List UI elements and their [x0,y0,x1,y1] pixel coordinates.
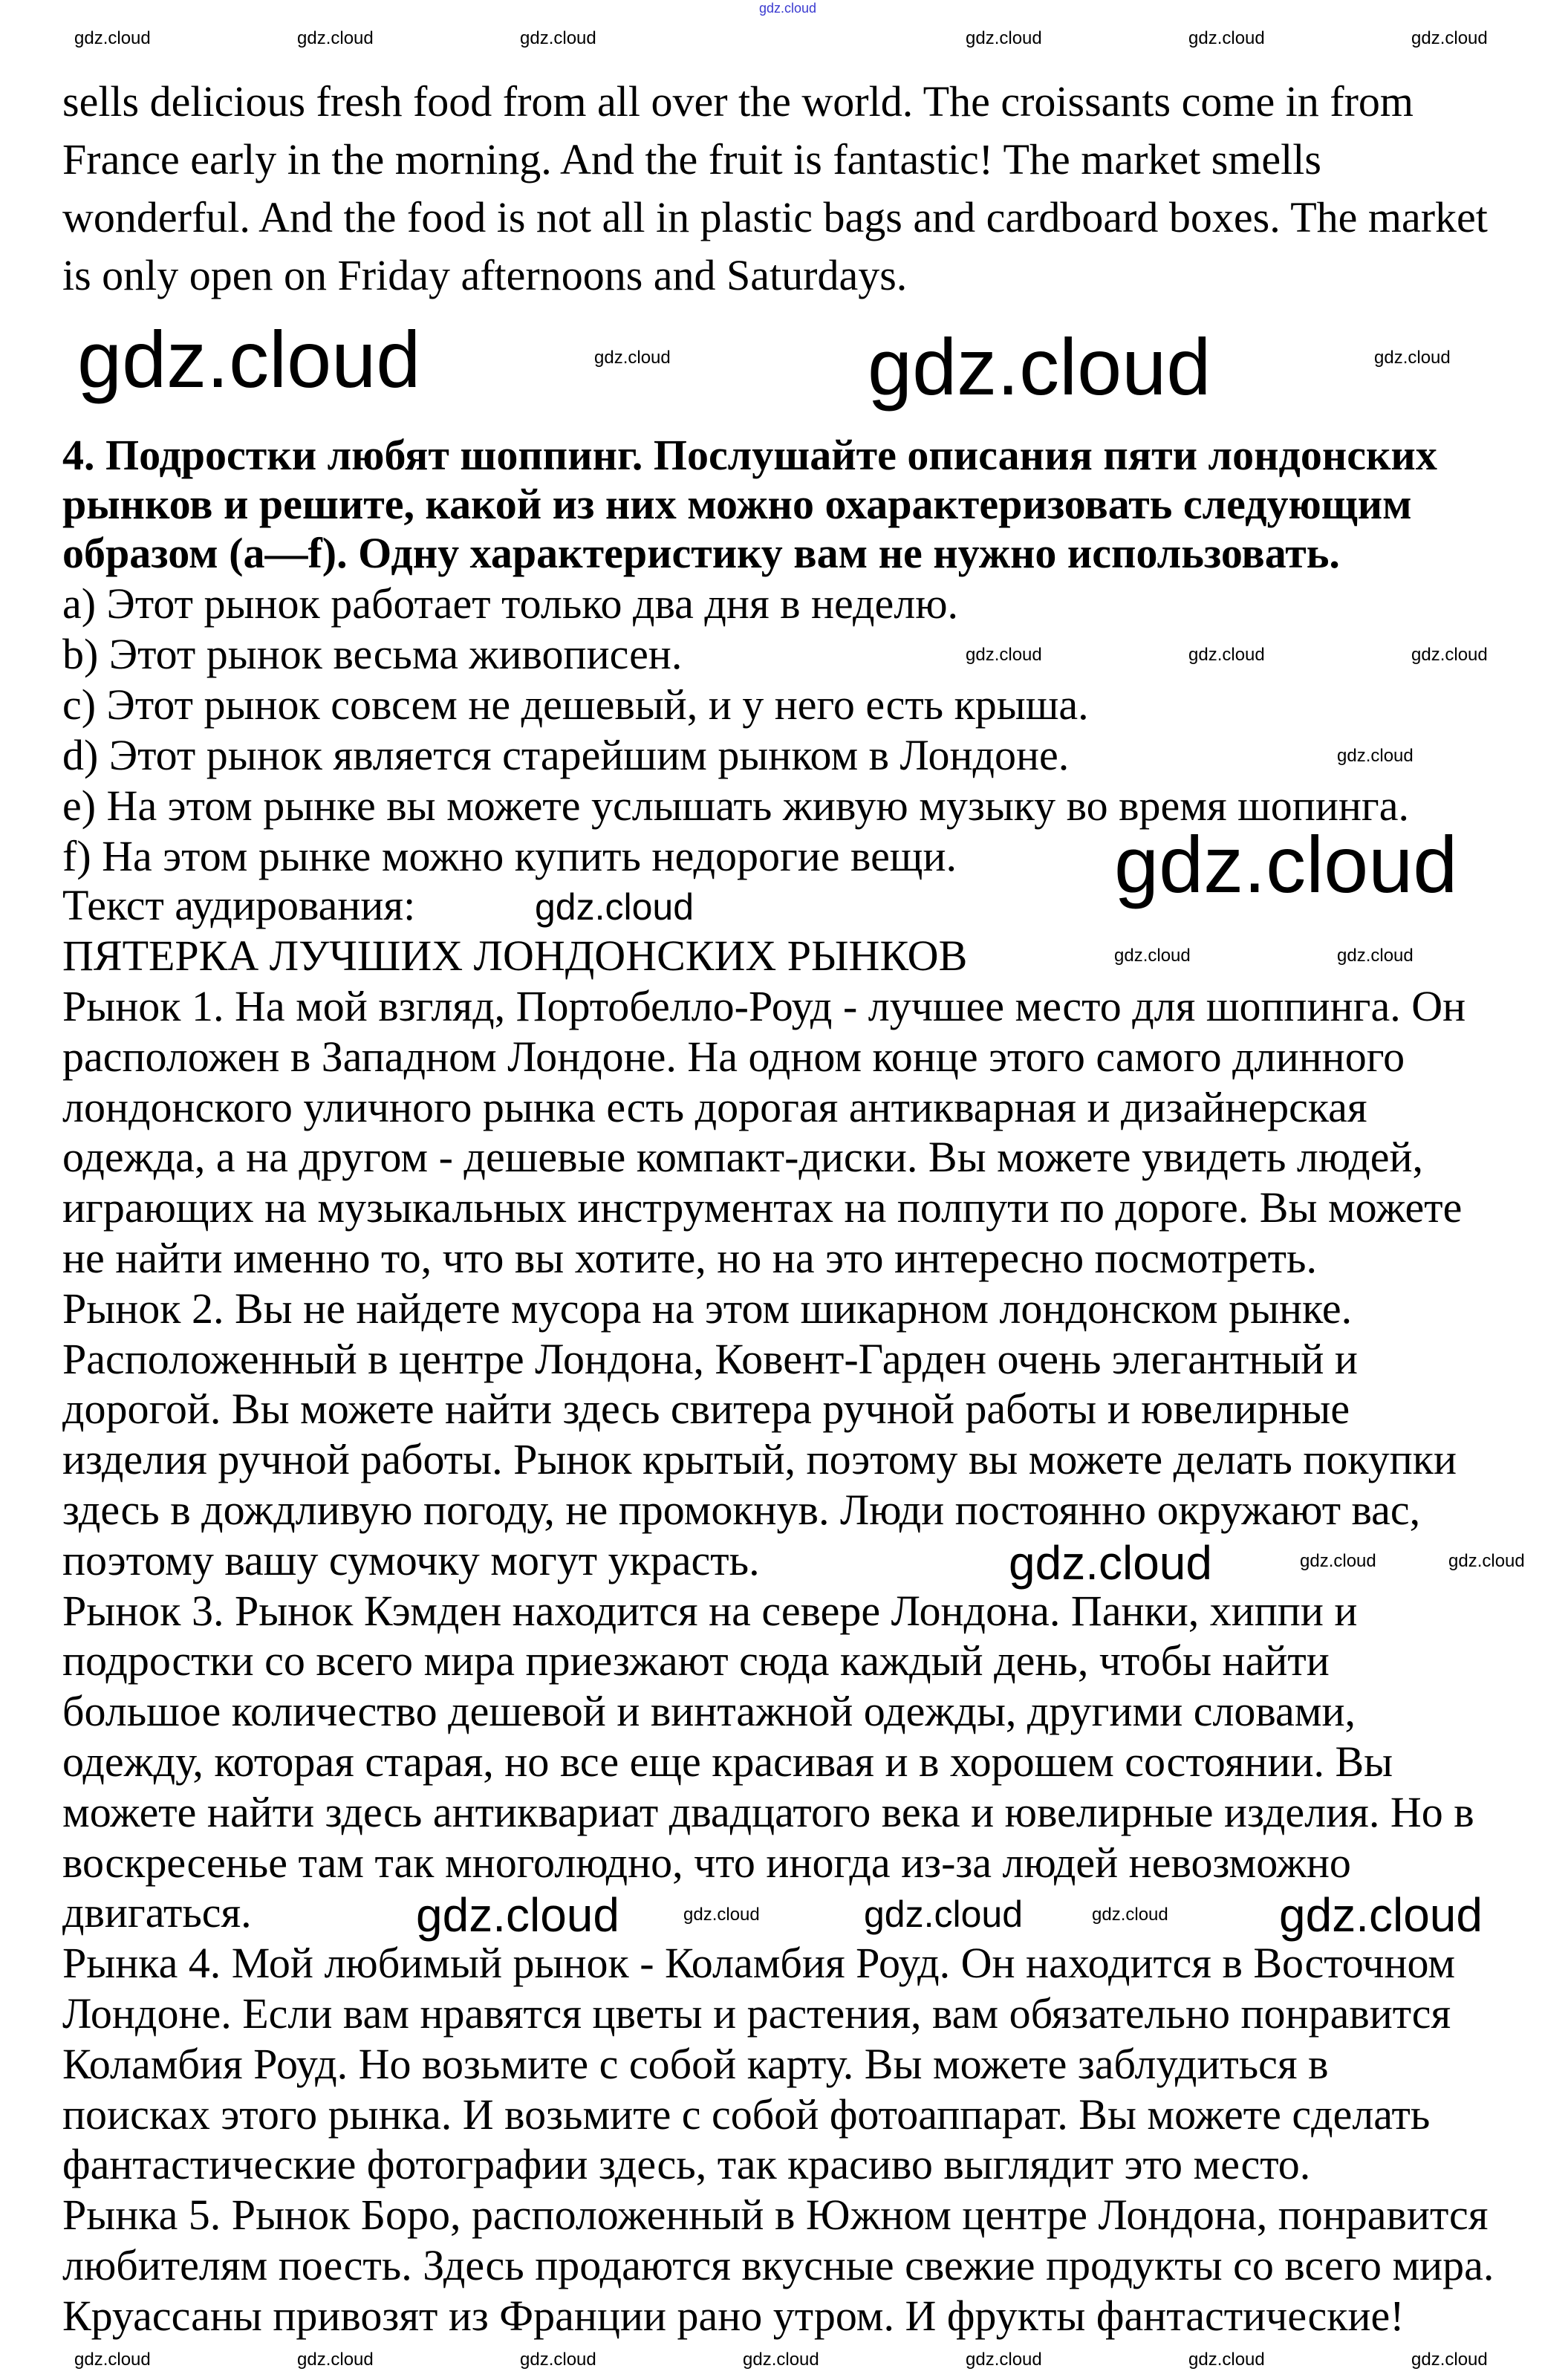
listening-title: ПЯТЕРКА ЛУЧШИХ ЛОНДОНСКИХ РЫНКОВ [62,931,968,980]
listening-text-line: можете найти здесь антиквариат двадцатого века и ювелирные изделия. Но в [62,1787,1474,1836]
task-heading-line: образом (a—f). Одну характеристику вам не нужно использовать. [62,529,1340,577]
watermark: gdz.cloud [1188,28,1265,48]
watermark: gdz.cloud [297,28,374,48]
watermark: gdz.cloud [594,348,671,368]
watermark: gdz.cloud [1009,1536,1212,1590]
watermark: gdz.cloud [1411,28,1488,48]
watermark: gdz.cloud [1411,645,1488,665]
listening-text-line: лондонского уличного рынка есть дорогая антикварная и дизайнерская [62,1082,1367,1131]
watermark: gdz.cloud [966,28,1042,48]
watermark: gdz.cloud [1337,746,1414,766]
watermark: gdz.cloud [966,645,1042,665]
watermark: gdz.cloud [520,28,596,48]
listening-text-line: Круассаны привозят из Франции рано утром. И фрукты фантастические! [62,2291,1405,2340]
watermark: gdz.cloud [1337,946,1414,966]
watermark: gdz.cloud [1279,1888,1483,1942]
listening-text-line: не найти именно то, что вы хотите, но на это интересно посмотреть. [62,1234,1317,1282]
paragraph-line: sells delicious fresh food from all over the world. The croissants come in from [62,77,1414,126]
option-c: c) Этот рынок совсем не дешевый, и у него есть крыша. [62,680,1089,729]
watermark: gdz.cloud [1114,946,1191,966]
watermark: gdz.cloud [1114,819,1458,909]
paragraph-line: wonderful. And the food is not all in plastic bags and cardboard boxes. The market [62,193,1488,241]
watermark: gdz.cloud [1188,645,1265,665]
listening-text-line: Лондоне. Если вам нравятся цветы и растения, вам обязательно понравится [62,1989,1451,2038]
listening-text-line: двигаться. [62,1888,252,1937]
listening-label: Текст аудирования: [62,881,416,929]
watermark: gdz.cloud [1374,348,1451,368]
watermark: gdz.cloud [683,1905,760,1925]
watermark: gdz.cloud [868,322,1211,412]
listening-text-line: изделия ручной работы. Рынок крытый, поэтому вы можете делать покупки [62,1435,1457,1484]
option-e: e) На этом рынке вы можете услышать живую музыку во время шопинга. [62,781,1409,830]
watermark: gdz.cloud [759,1,817,16]
watermark: gdz.cloud [416,1888,619,1942]
paragraph-line: is only open on Friday afternoons and Saturdays. [62,251,908,299]
option-d: d) Этот рынок является старейшим рынком в Лондоне. [62,731,1070,779]
watermark: gdz.cloud [966,2350,1042,2370]
listening-text-line: играющих на музыкальных инструментах на полпути по дороге. Вы можете [62,1183,1463,1232]
watermark: gdz.cloud [297,2350,374,2370]
watermark: gdz.cloud [74,28,151,48]
task-heading-line: 4. Подростки любят шоппинг. Послушайте описания пяти лондонских [62,431,1437,479]
listening-text-line: Рынка 4. Мой любимый рынок - Коламбия Роуд. Он находится в Восточном [62,1939,1456,1988]
listening-text-line: одежду, которая старая, но все еще красивая и в хорошем состоянии. Вы [62,1737,1393,1786]
task-heading-line: рынков и решите, какой из них можно охарактеризовать следующим [62,480,1412,528]
listening-text-line: воскресенье там так многолюдно, что иногда из-за людей невозможно [62,1838,1351,1887]
listening-text-line: дорогой. Вы можете найти здесь свитера ручной работы и ювелирные [62,1385,1350,1434]
listening-text-line: одежда, а на другом - дешевые компакт-диски. Вы можете увидеть людей, [62,1133,1424,1182]
watermark: gdz.cloud [864,1893,1024,1935]
watermark: gdz.cloud [1188,2350,1265,2370]
option-f: f) На этом рынке можно купить недорогие вещи. [62,832,957,880]
watermark: gdz.cloud [74,2350,151,2370]
watermark: gdz.cloud [520,2350,596,2370]
watermark: gdz.cloud [535,886,694,928]
listening-text-line: подростки со всего мира приезжают сюда каждый день, чтобы найти [62,1636,1330,1685]
paragraph-line: France early in the morning. And the fruit is fantastic! The market smells [62,135,1321,183]
watermark: gdz.cloud [77,314,421,404]
listening-text-line: Рынка 5. Рынок Боро, расположенный в Южном центре Лондона, понравится [62,2191,1489,2240]
option-a: a) Этот рынок работает только два дня в неделю. [62,579,959,628]
listening-text-line: Рынок 2. Вы не найдете мусора на этом шикарном лондонском рынке. [62,1284,1353,1333]
listening-text-line: Рынок 1. На мой взгляд, Портобелло-Роуд - лучшее место для шоппинга. Он [62,982,1466,1030]
listening-text-line: любителям поесть. Здесь продаются вкусные свежие продукты со всего мира. [62,2241,1494,2289]
watermark: gdz.cloud [1411,2350,1488,2370]
listening-text-line: поэтому вашу сумочку могут украсть. [62,1535,760,1584]
watermark: gdz.cloud [1448,1551,1525,1571]
listening-text-line: расположен в Западном Лондоне. На одном конце этого самого длинного [62,1032,1405,1081]
listening-text-line: поисках этого рынка. И возьмите с собой фотоаппарат. Вы можете сделать [62,2090,1431,2139]
option-b: b) Этот рынок весьма живописен. [62,630,683,678]
listening-text-line: фантастические фотографии здесь, так красиво выглядит это место. [62,2140,1311,2189]
listening-text-line: большое количество дешевой и винтажной одежды, другими словами, [62,1687,1356,1736]
watermark: gdz.cloud [1092,1905,1168,1925]
watermark: gdz.cloud [743,2350,819,2370]
listening-text-line: Коламбия Роуд. Но возьмите с собой карту. Вы можете заблудиться в [62,2039,1329,2088]
listening-text-line: Рынок 3. Рынок Кэмден находится на севере Лондона. Панки, хиппи и [62,1586,1358,1635]
listening-text-line: здесь в дождливую погоду, не промокнув. Люди постоянно окружают вас, [62,1486,1421,1534]
watermark: gdz.cloud [1300,1551,1376,1571]
listening-text-line: Расположенный в центре Лондона, Ковент-Гарден очень элегантный и [62,1334,1358,1383]
